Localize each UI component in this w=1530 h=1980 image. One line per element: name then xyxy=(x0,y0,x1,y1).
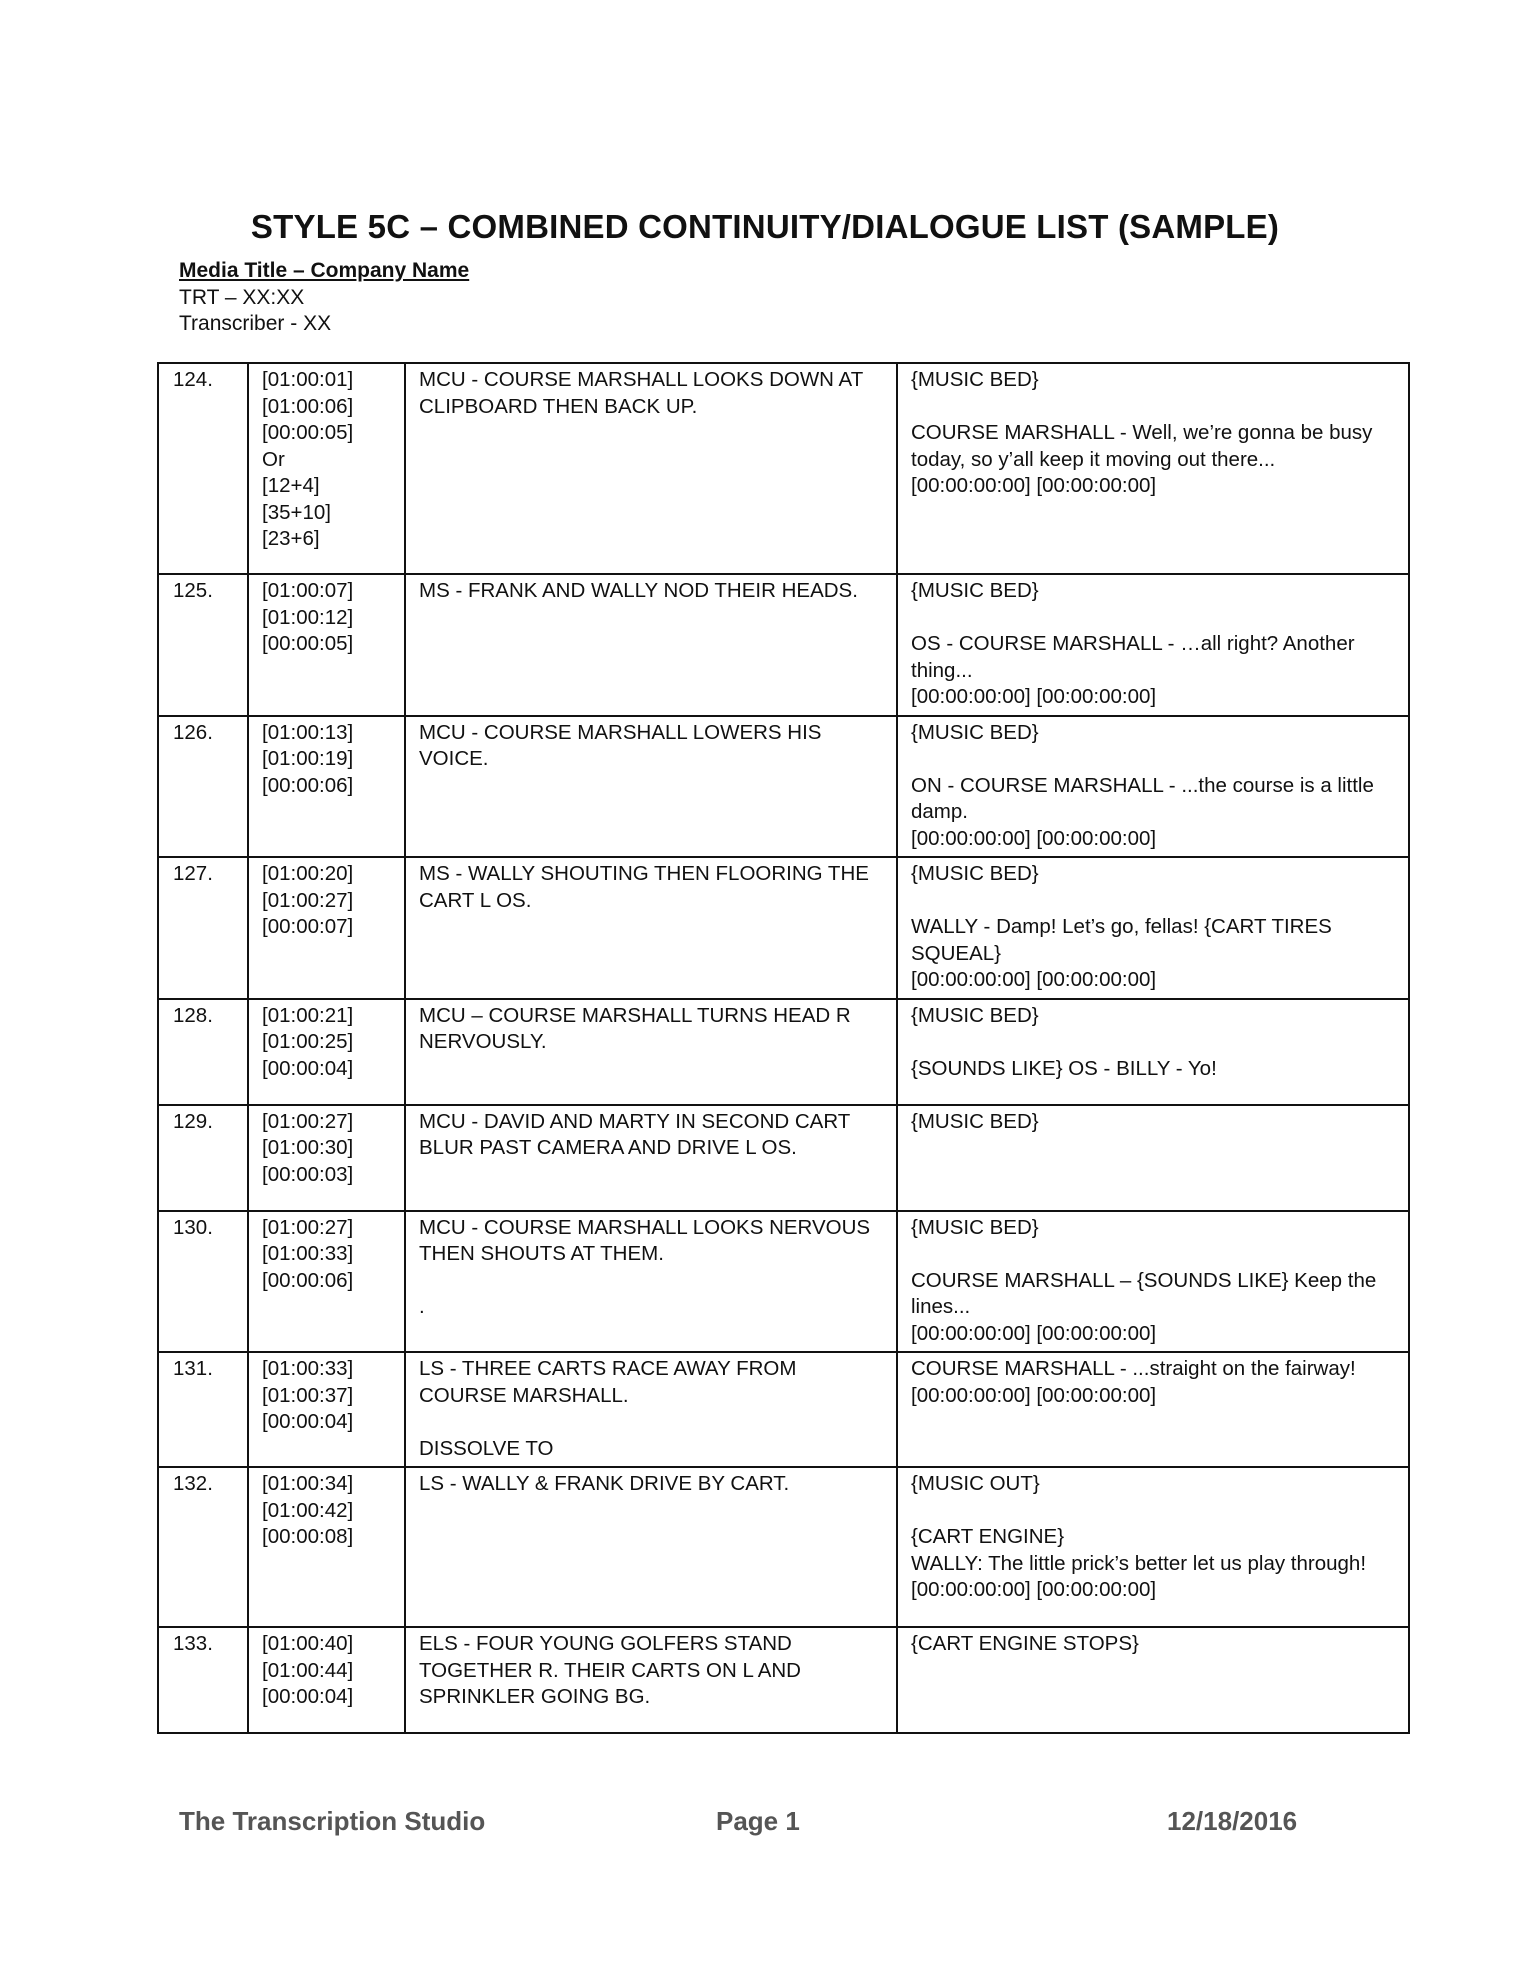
table-row xyxy=(158,1211,1409,1353)
dialogue-line: {MUSIC OUT} xyxy=(911,1472,1040,1495)
timecode-cell xyxy=(248,574,405,716)
row-number: 126. xyxy=(158,716,248,858)
timecode: [00:00:08] xyxy=(262,1525,354,1548)
shot-description: MCU - COURSE MARSHALL LOOKS DOWN AT CLIPBOARD THEN BACK UP. xyxy=(419,368,863,418)
row-number: 125. xyxy=(158,574,248,716)
shot-description: MS - WALLY SHOUTING THEN FLOORING THE CART L OS. xyxy=(419,862,869,912)
dialogue-line: [00:00:00:00] [00:00:00:00] xyxy=(911,1383,1157,1407)
timecode: [01:00:25] xyxy=(262,1030,354,1053)
dialogue-line: [00:00:00:00] [00:00:00:00] xyxy=(911,1578,1157,1601)
media-title: Media Title – Company Name xyxy=(179,259,470,282)
dialogue-line: {MUSIC BED} xyxy=(911,1109,1039,1133)
dialogue-line: {CART ENGINE} xyxy=(911,1525,1065,1548)
trt-line: TRT – XX:XX xyxy=(179,285,305,309)
timecode: [01:00:30] xyxy=(262,1136,354,1159)
footer-date: 12/18/2016 xyxy=(1167,1806,1298,1836)
dialogue-line: [00:00:00:00] [00:00:00:00] xyxy=(911,968,1157,991)
timecode: [01:00:34] xyxy=(262,1472,354,1495)
timecode: [01:00:33] xyxy=(262,1357,354,1380)
dialogue-cell xyxy=(897,1105,1409,1211)
timecode: [23+6] xyxy=(262,527,320,550)
dialogue-line: WALLY - Damp! Let’s go, fellas! {CART TIRES SQUEAL} xyxy=(911,915,1332,965)
table-row xyxy=(158,1352,1409,1467)
blank-line xyxy=(911,394,1396,421)
dialogue-cell xyxy=(897,999,1409,1105)
dialogue-line: OS - COURSE MARSHALL - …all right? Another thing... xyxy=(911,632,1355,682)
dialogue-cell xyxy=(897,1467,1409,1627)
shot-description: LS - WALLY & FRANK DRIVE BY CART. xyxy=(419,1472,790,1495)
timecode: [01:00:40] xyxy=(262,1632,354,1655)
table-row xyxy=(158,857,1409,999)
timecode: [00:00:06] xyxy=(262,1268,354,1292)
timecode: [01:00:12] xyxy=(262,605,354,629)
timecode: [01:00:20] xyxy=(262,862,354,885)
timecode: [01:00:27] xyxy=(262,888,354,912)
timecode: [01:00:27] xyxy=(262,1109,354,1133)
dialogue-line: COURSE MARSHALL - ...straight on the fairway! xyxy=(911,1357,1356,1380)
timecode: [01:00:06] xyxy=(262,394,354,418)
row-number: 132. xyxy=(158,1467,248,1627)
dialogue-line: {CART ENGINE STOPS} xyxy=(911,1632,1139,1655)
shot-description-cell xyxy=(405,1105,897,1211)
table-row xyxy=(158,574,1409,716)
dialogue-cell xyxy=(897,857,1409,999)
dialogue-cell xyxy=(897,1211,1409,1353)
transcriber-line: Transcriber - XX xyxy=(179,312,332,335)
timecode: [00:00:05] xyxy=(262,632,354,655)
timecode-cell xyxy=(248,1211,405,1353)
timecode-cell xyxy=(248,1105,405,1211)
timecode: [12+4] xyxy=(262,474,320,497)
dialogue-line: {SOUNDS LIKE} OS - BILLY - Yo! xyxy=(911,1056,1217,1080)
shot-description-cell xyxy=(405,1211,897,1353)
timecode: [01:00:21] xyxy=(262,1003,354,1027)
timecode: [01:00:13] xyxy=(262,720,354,744)
dialogue-line: ON - COURSE MARSHALL - ...the course is a little damp. xyxy=(911,773,1374,823)
dialogue-cell xyxy=(897,574,1409,716)
shot-description: MCU – COURSE MARSHALL TURNS HEAD R NERVOUSLY. xyxy=(419,1003,851,1053)
dialogue-line: [00:00:00:00] [00:00:00:00] xyxy=(911,826,1157,850)
timecode: [01:00:37] xyxy=(262,1383,354,1407)
timecode: [00:00:04] xyxy=(262,1410,354,1433)
dialogue-cell xyxy=(897,1352,1409,1467)
header-meta xyxy=(179,258,469,338)
shot-description: MCU - COURSE MARSHALL LOOKS NERVOUS THEN SHOUTS AT THEM. xyxy=(419,1215,871,1265)
dialogue-line: {MUSIC BED} xyxy=(911,368,1039,391)
blank-line xyxy=(911,746,1396,773)
timecode: [01:00:01] xyxy=(262,368,354,391)
dialogue-cell xyxy=(897,363,1409,574)
timecode-cell xyxy=(248,999,405,1105)
shot-description-cell xyxy=(405,574,897,716)
table-row xyxy=(158,716,1409,858)
timecode: [35+10] xyxy=(262,500,331,524)
shot-description: ELS - FOUR YOUNG GOLFERS STAND TOGETHER R. THEIR CARTS ON L AND SPRINKLER GOING BG. xyxy=(419,1632,801,1708)
row-number: 127. xyxy=(158,857,248,999)
dialogue-line: [00:00:00:00] [00:00:00:00] xyxy=(911,685,1157,708)
timecode: [01:00:33] xyxy=(262,1242,354,1265)
blank-line xyxy=(911,1029,1396,1056)
table-row xyxy=(158,999,1409,1105)
timecode: [00:00:04] xyxy=(262,1056,354,1080)
dialogue-line: [00:00:00:00] [00:00:00:00] xyxy=(911,474,1157,497)
timecode-cell xyxy=(248,1352,405,1467)
blank-line xyxy=(911,605,1396,632)
timecode: [01:00:19] xyxy=(262,747,354,770)
row-number: 130. xyxy=(158,1211,248,1353)
shot-description: DISSOLVE TO xyxy=(419,1436,554,1460)
timecode-cell xyxy=(248,716,405,858)
table-row xyxy=(158,363,1409,574)
shot-description: MCU - DAVID AND MARTY IN SECOND CART BLUR PAST CAMERA AND DRIVE L OS. xyxy=(419,1109,850,1159)
timecode-cell xyxy=(248,1627,405,1733)
continuity-table xyxy=(157,362,1410,1734)
shot-description-cell xyxy=(405,363,897,574)
blank-line xyxy=(911,888,1396,915)
footer-company: The Transcription Studio xyxy=(179,1806,486,1836)
timecode: [00:00:07] xyxy=(262,915,354,938)
timecode: [01:00:27] xyxy=(262,1215,354,1239)
timecode: [00:00:04] xyxy=(262,1685,354,1708)
row-number: 133. xyxy=(158,1627,248,1733)
shot-description-cell xyxy=(405,716,897,858)
row-number: 129. xyxy=(158,1105,248,1211)
dialogue-cell xyxy=(897,1627,1409,1733)
blank-line xyxy=(419,1409,884,1436)
dialogue-line: {MUSIC BED} xyxy=(911,579,1039,602)
timecode: [01:00:44] xyxy=(262,1658,354,1682)
timecode: [01:00:07] xyxy=(262,579,354,602)
table-row xyxy=(158,1467,1409,1627)
timecode: [00:00:05] xyxy=(262,421,354,444)
blank-line xyxy=(911,1241,1396,1268)
shot-description-cell xyxy=(405,1627,897,1733)
dialogue-line: {MUSIC BED} xyxy=(911,1003,1039,1027)
dialogue-line: [00:00:00:00] [00:00:00:00] xyxy=(911,1321,1157,1345)
timecode-cell xyxy=(248,857,405,999)
table-row xyxy=(158,1105,1409,1211)
timecode: Or xyxy=(262,447,285,471)
row-number: 128. xyxy=(158,999,248,1105)
timecode-cell xyxy=(248,363,405,574)
dialogue-line: COURSE MARSHALL – {SOUNDS LIKE} Keep the lines... xyxy=(911,1268,1377,1318)
dialogue-line: {MUSIC BED} xyxy=(911,720,1039,744)
dialogue-cell xyxy=(897,716,1409,858)
timecode-cell xyxy=(248,1467,405,1627)
page-title: STYLE 5C – COMBINED CONTINUITY/DIALOGUE LIST (SAMPLE) xyxy=(250,208,1280,245)
shot-description-cell xyxy=(405,999,897,1105)
row-number: 124. xyxy=(158,363,248,574)
dialogue-line: COURSE MARSHALL - Well, we’re gonna be busy today, so y’all keep it moving out there... xyxy=(911,421,1373,471)
table-body xyxy=(158,363,1409,1733)
timecode: [00:00:03] xyxy=(262,1162,354,1186)
table-row xyxy=(158,1627,1409,1733)
dialogue-line: {MUSIC BED} xyxy=(911,862,1039,885)
blank-line xyxy=(419,1268,884,1295)
dialogue-line: WALLY: The little prick’s better let us play through! xyxy=(911,1551,1367,1575)
shot-description: MCU - COURSE MARSHALL LOWERS HIS VOICE. xyxy=(419,720,822,770)
row-number: 131. xyxy=(158,1352,248,1467)
shot-description: . xyxy=(419,1295,425,1318)
timecode: [01:00:42] xyxy=(262,1498,354,1522)
shot-description: MS - FRANK AND WALLY NOD THEIR HEADS. xyxy=(419,579,858,602)
footer-page: Page 1 xyxy=(716,1806,800,1836)
shot-description-cell xyxy=(405,1467,897,1627)
shot-description-cell xyxy=(405,857,897,999)
blank-line xyxy=(911,1498,1396,1525)
dialogue-line: {MUSIC BED} xyxy=(911,1215,1039,1239)
shot-description: LS - THREE CARTS RACE AWAY FROM COURSE MARSHALL. xyxy=(419,1357,797,1407)
timecode: [00:00:06] xyxy=(262,773,354,797)
shot-description-cell xyxy=(405,1352,897,1467)
